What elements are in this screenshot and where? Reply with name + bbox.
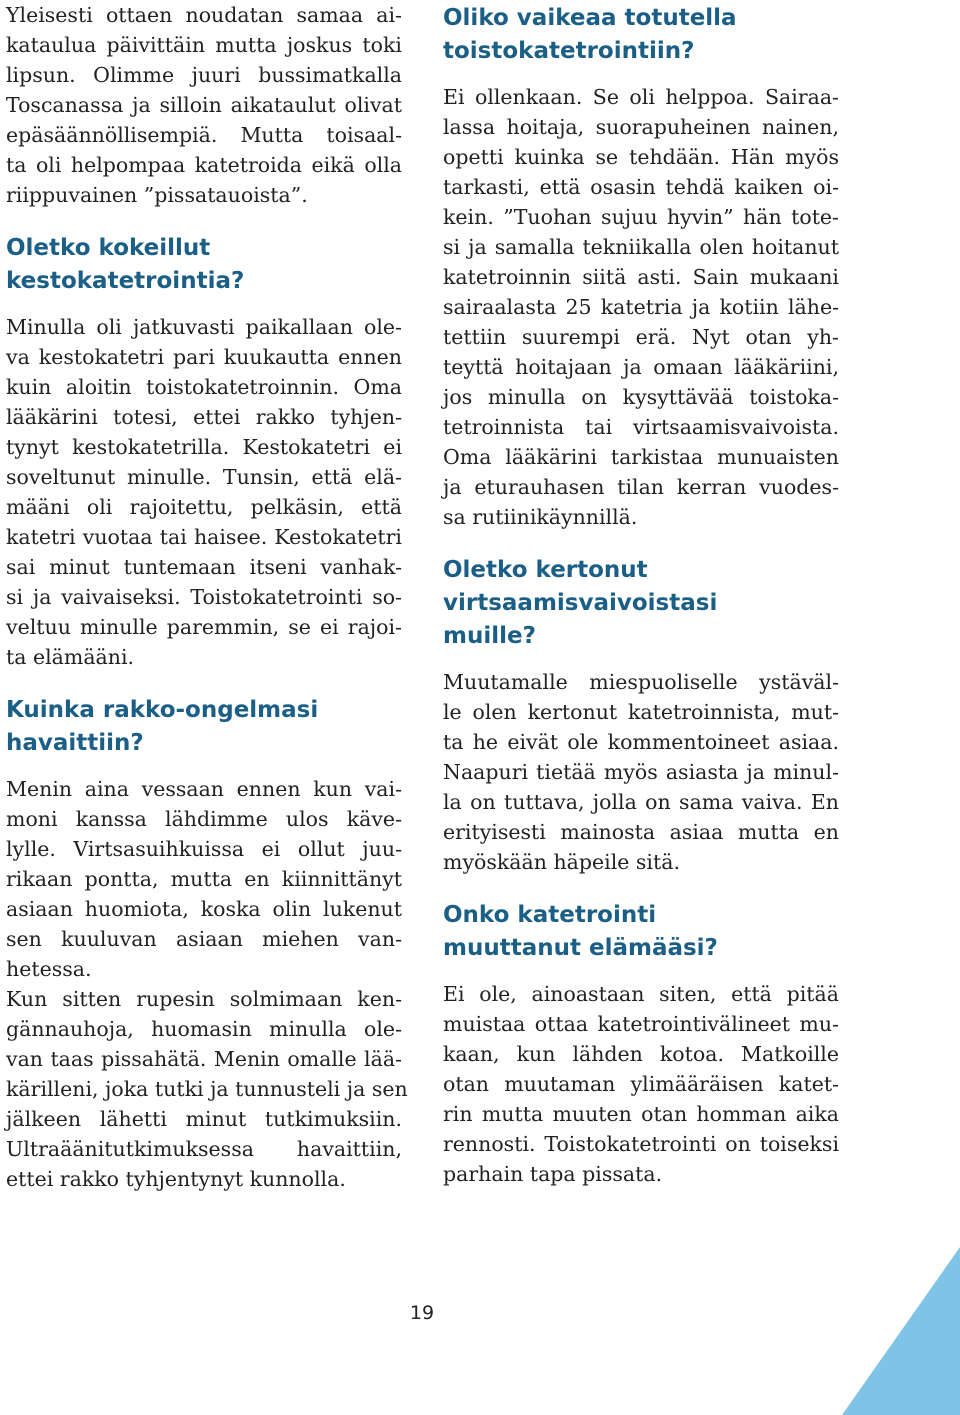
text-line: Kun sitten rupesin solmimaan ken- (6, 987, 402, 1011)
text-line: Oma lääkärini tarkistaa munuaisten (443, 445, 839, 469)
text-line: otan muutaman ylimääräisen katet- (443, 1072, 839, 1096)
text-line: opetti kuinka se tehdään. Hän myös (443, 145, 839, 169)
heading-line: Oliko vaikeaa totutella (443, 5, 737, 31)
heading-line: virtsaamisvaivoistasi (443, 590, 718, 616)
text-line: si ja samalla tekniikalla olen hoitanut (443, 235, 839, 259)
heading-line: Kuinka rakko-ongelmasi (6, 697, 319, 723)
paragraph-kertonut (443, 667, 839, 877)
heading-line: havaittiin? (6, 730, 144, 756)
heading-line: Oletko kertonut (443, 557, 648, 583)
text-line: moni kanssa lähdimme ulos käve- (6, 807, 402, 831)
heading-line: muille? (443, 623, 536, 649)
text-line: lassa hoitaja, suorapuheinen nainen, (443, 115, 839, 139)
text-line: kataulua päivittäin mutta joskus toki (6, 33, 402, 57)
paragraph-intro (6, 0, 402, 210)
text-line: gännauhoja, huomasin minulla ole- (6, 1017, 402, 1041)
text-line: määni oli rajoitettu, pelkäsin, että (6, 495, 402, 519)
page-number: 19 (409, 1302, 435, 1324)
text-line: le olen kertonut katetroinnista, mut- (443, 700, 839, 724)
heading-line: Oletko kokeillut (6, 235, 211, 261)
text-line: jälkeen lähetti minut tutkimuksiin. (6, 1107, 402, 1131)
text-line: ja eturauhasen tilan kerran vuodes- (443, 475, 839, 499)
text-line: Naapuri tietää myös asiasta ja minul- (443, 760, 839, 784)
text-line: myöskään häpeile sitä. (443, 850, 680, 874)
paragraph-muuttanut (443, 979, 839, 1189)
text-line: riippuvainen ”pissatauoista”. (6, 183, 308, 207)
text-line: va kestokatetri pari kuukautta ennen (6, 345, 402, 369)
text-line: ettei rakko tyhjentynyt kunnolla. (6, 1167, 346, 1191)
text-line: ta oli helpompaa katetroida eikä olla (6, 153, 402, 177)
text-line: kein. ”Tuohan sujuu hyvin” hän tote- (443, 205, 839, 229)
text-line: epäsäännöllisempiä. Mutta toisaal- (6, 123, 402, 147)
text-line: kärilleni, joka tutki ja tunnusteli ja sen (6, 1077, 408, 1101)
text-line: ta he eivät ole kommentoineet asiaa. (443, 730, 839, 754)
text-line: rennosti. Toistokatetrointi on toiseksi (443, 1132, 839, 1156)
paragraph-havaittiin (6, 774, 408, 1194)
text-line: Muutamalle miespuoliselle ystäväl- (443, 670, 839, 694)
text-line: tetroinnista tai virtsaamisvaivoista. (443, 415, 839, 439)
text-line: Yleisesti ottaen noudatan samaa ai- (6, 3, 402, 27)
text-line: sai minut tuntemaan itseni vanhak- (6, 555, 402, 579)
text-line: tettiin suurempi erä. Nyt otan yh- (443, 325, 839, 349)
text-line: tynyt kestokatetrilla. Kestokatetri ei (6, 435, 402, 459)
text-line: erityisesti mainosta asiaa mutta en (443, 820, 839, 844)
text-line: veltuu minulle paremmin, se ei rajoi- (6, 615, 402, 639)
text-line: katetroinnin siitä asti. Sain mukaani (443, 265, 839, 289)
text-line: lylle. Virtsasuihkuissa ei ollut juu- (6, 837, 402, 861)
heading-kertonut (443, 554, 839, 653)
text-line: Minulla oli jatkuvasti paikallaan ole- (6, 315, 402, 339)
heading-totutella (443, 2, 839, 68)
text-line: Toscanassa ja silloin aikataulut olivat (6, 93, 402, 117)
text-line: teyttä hoitajaan ja omaan lääkäriini, (443, 355, 839, 379)
text-line: Ei ollenkaan. Se oli helppoa. Sairaa- (443, 85, 839, 109)
text-line: asiaan huomiota, koska olin lukenut (6, 897, 402, 921)
right-column (443, 0, 839, 1189)
text-line: parhain tapa pissata. (443, 1162, 663, 1186)
heading-muuttanut (443, 899, 839, 965)
text-line: Ultraäänitutkimuksessa havaittiin, (6, 1137, 402, 1161)
text-line: sairaalasta 25 katetria ja kotiin lähe- (443, 295, 839, 319)
corner-triangle-decoration (842, 1247, 960, 1415)
text-line: kuin aloitin toistokatetroinnin. Oma (6, 375, 402, 399)
text-line: lääkärini totesi, ettei rakko tyhjen- (6, 405, 402, 429)
text-line: la on tuttava, jolla on sama vaiva. En (443, 790, 839, 814)
text-line: sa rutiinikäynnillä. (443, 505, 638, 529)
text-line: Ei ole, ainoastaan siten, että pitää (443, 982, 839, 1006)
left-column (6, 0, 408, 1194)
heading-line: toistokatetrointiin? (443, 38, 695, 64)
text-line: jos minulla on kysyttävää toistoka- (443, 385, 839, 409)
heading-kestokatetrointi (6, 232, 402, 298)
text-line: katetri vuotaa tai haisee. Kestokatetri (6, 525, 402, 549)
text-line: rikaan pontta, mutta en kiinnittänyt (6, 867, 402, 891)
heading-line: Onko katetrointi (443, 902, 657, 928)
paragraph-totutella (443, 82, 839, 532)
text-line: ta elämääni. (6, 645, 135, 669)
heading-line: kestokatetrointia? (6, 268, 245, 294)
text-line: tarkasti, että osasin tehdä kaiken oi- (443, 175, 839, 199)
heading-line: muuttanut elämääsi? (443, 935, 718, 961)
text-line: sen kuuluvan asiaan miehen van- (6, 927, 402, 951)
paragraph-kestokatetri (6, 312, 402, 672)
text-line: hetessa. (6, 957, 92, 981)
text-line: van taas pissahätä. Menin omalle lää- (6, 1047, 402, 1071)
text-line: kaan, kun lähden kotoa. Matkoille (443, 1042, 839, 1066)
text-line: Menin aina vessaan ennen kun vai- (6, 777, 402, 801)
text-line: rin mutta muuten otan homman aika (443, 1102, 839, 1126)
heading-havaittiin (6, 694, 402, 760)
text-line: lipsun. Olimme juuri bussimatkalla (6, 63, 402, 87)
text-line: muistaa ottaa katetrointivälineet mu- (443, 1012, 839, 1036)
text-line: soveltunut minulle. Tunsin, että elä- (6, 465, 402, 489)
text-line: si ja vaivaiseksi. Toistokatetrointi so- (6, 585, 402, 609)
